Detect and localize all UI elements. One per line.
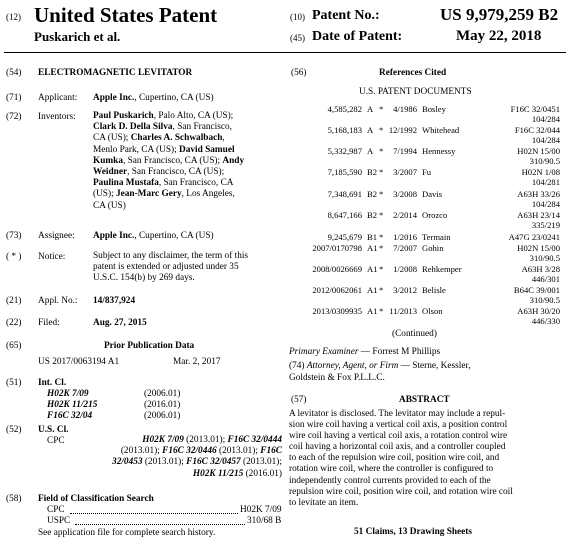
search-cpc-label: CPC bbox=[47, 505, 65, 515]
ref-date: 4/1986 bbox=[393, 104, 417, 114]
applicant-label: Applicant: bbox=[38, 93, 78, 103]
ref-class: H02N 1/08 bbox=[521, 167, 560, 177]
inventor-name: Charles A. Schwalbach bbox=[130, 133, 223, 144]
ref-class: F16C 32/044 bbox=[514, 125, 560, 135]
ref-date: 3/2012 bbox=[393, 285, 417, 295]
kind-code: (12) bbox=[6, 12, 21, 22]
ref-kind: A bbox=[367, 104, 374, 114]
search-note: See application file for complete search history. bbox=[38, 528, 216, 538]
inventor-name: Paulina Mustafa bbox=[93, 178, 159, 189]
applicant-location: , Cupertino, CA (US) bbox=[134, 93, 214, 103]
ref-number: 5,332,987 bbox=[327, 146, 362, 156]
ref-inventor: Hennessy bbox=[422, 146, 456, 156]
ref-inventor: Olson bbox=[422, 306, 443, 316]
inventor-location: CA (US) bbox=[93, 200, 126, 211]
inventor-location: (US); bbox=[93, 189, 116, 200]
ref-inventor: Gohin bbox=[422, 243, 444, 253]
cpc-classes bbox=[67, 435, 282, 480]
cpc-code: H02K 11/215 bbox=[192, 468, 244, 479]
abstract-text bbox=[289, 409, 564, 509]
notice-line: Subject to any disclaimer, the term of this bbox=[93, 251, 249, 261]
ref-star: * bbox=[379, 243, 384, 253]
ref-subclass: 310/90.5 bbox=[529, 253, 560, 263]
field-65-code: (65) bbox=[6, 341, 22, 351]
inventor-location: , San Francisco, CA (US); bbox=[122, 155, 223, 166]
abstract-line: to levitate an item. bbox=[289, 497, 359, 508]
field-73-code: (73) bbox=[6, 231, 22, 241]
notice-code: ( * ) bbox=[6, 252, 22, 262]
field-57-code: (57) bbox=[291, 395, 307, 405]
int-cl-code: H02K 7/09 bbox=[47, 389, 89, 399]
inventor-location: , Palo Alto, CA (US); bbox=[153, 111, 234, 121]
ref-subclass: 335/219 bbox=[531, 220, 560, 230]
ref-class: A47G 23/0241 bbox=[508, 232, 560, 242]
search-uspc-value: 310/68 B bbox=[247, 516, 282, 526]
abstract-line: repulsion wire coil, position wire coil, and rotation wire coil bbox=[289, 486, 513, 497]
ref-star: * bbox=[379, 167, 384, 177]
ref-inventor: Orozco bbox=[422, 210, 448, 220]
ref-subclass: 104/284 bbox=[531, 114, 560, 124]
ref-class: A63H 23/14 bbox=[517, 210, 560, 220]
cpc-code: F16C 32/0444 bbox=[227, 435, 282, 445]
cpc-version: (2016.01) bbox=[243, 468, 282, 479]
ref-subclass: 310/90.5 bbox=[529, 295, 560, 305]
invention-title: ELECTROMAGNETIC LEVITATOR bbox=[38, 68, 193, 78]
ref-inventor: Rehkemper bbox=[422, 264, 462, 274]
cpc-version: (2013.01); bbox=[120, 446, 163, 457]
ref-kind: A1 bbox=[367, 264, 378, 274]
ref-date: 12/1992 bbox=[388, 125, 417, 135]
ref-kind: B2 bbox=[367, 189, 378, 199]
ref-inventor: Davis bbox=[422, 189, 443, 199]
attorney-line: Goldstein & Fox P.L.L.C. bbox=[289, 373, 385, 383]
ref-date: 2/2014 bbox=[393, 210, 417, 220]
ref-subclass: 446/301 bbox=[531, 274, 560, 284]
appl-no-label: Appl. No.: bbox=[38, 296, 78, 306]
continued-note: (Continued) bbox=[392, 329, 437, 339]
header-divider bbox=[4, 52, 566, 53]
abstract-title: ABSTRACT bbox=[399, 395, 450, 405]
inventor-name: Weidner bbox=[93, 167, 128, 178]
ref-inventor: Bosley bbox=[422, 104, 446, 114]
abstract-line: sion wire coil having a vertical coil axis, a position control bbox=[289, 420, 508, 431]
field-search-title: Field of Classification Search bbox=[38, 494, 154, 504]
ref-class: H02N 15/00 bbox=[517, 243, 560, 253]
ref-star: * bbox=[379, 146, 384, 156]
notice-text bbox=[93, 251, 283, 285]
ref-date: 3/2008 bbox=[393, 189, 417, 199]
field-21-code: (21) bbox=[6, 296, 22, 306]
search-cpc-value: H02K 7/09 bbox=[240, 505, 282, 515]
ref-subclass: 104/284 bbox=[531, 199, 560, 209]
ref-subclass: 104/281 bbox=[531, 177, 560, 187]
abstract-line: independently control currents provided to each of the bbox=[289, 475, 491, 486]
date-label: Date of Patent: bbox=[312, 29, 403, 44]
examiner-label: Primary Examiner bbox=[289, 347, 359, 357]
ref-class: H02N 15/00 bbox=[517, 146, 560, 156]
ref-class: A63H 30/20 bbox=[517, 306, 560, 316]
inventors-label: Inventors: bbox=[38, 112, 76, 122]
ref-number: 2013/0309935 bbox=[312, 306, 362, 316]
attorney-line: Sterne, Kessler, bbox=[412, 361, 471, 371]
references-subtitle: U.S. PATENT DOCUMENTS bbox=[359, 87, 472, 97]
ref-date: 1/2008 bbox=[393, 264, 417, 274]
ref-star: * bbox=[379, 125, 384, 135]
field-22-code: (22) bbox=[6, 318, 22, 328]
ref-number: 2007/0170798 bbox=[312, 243, 362, 253]
cpc-code: F16C 32/0446 bbox=[162, 446, 217, 457]
ref-number: 2012/0062061 bbox=[312, 285, 362, 295]
ref-number: 2008/0026669 bbox=[312, 264, 362, 274]
inventor-location: Menlo Park, CA (US); bbox=[93, 144, 179, 155]
ref-star: * bbox=[379, 285, 384, 295]
prior-pub-date: Mar. 2, 2017 bbox=[173, 357, 221, 367]
ref-number: 8,647,166 bbox=[327, 210, 362, 220]
ref-star: * bbox=[379, 306, 384, 316]
attorney-code: (74) bbox=[289, 361, 305, 371]
ref-kind: A1 bbox=[367, 243, 378, 253]
int-cl-code: H02K 11/215 bbox=[47, 400, 98, 410]
ref-kind: A1 bbox=[367, 285, 378, 295]
inventor-location: , San Francisco, bbox=[172, 122, 232, 133]
attorney-label: Attorney, Agent, or Firm bbox=[306, 361, 399, 371]
ref-kind: A1 bbox=[367, 306, 378, 316]
field-58-code: (58) bbox=[6, 494, 22, 504]
us-cl-title: U.S. Cl. bbox=[38, 425, 69, 435]
ref-number: 9,245,679 bbox=[327, 232, 362, 242]
ref-date: 3/2007 bbox=[393, 167, 417, 177]
abstract-line: to each of the repulsion wire coil, position wire coil, and bbox=[289, 453, 500, 464]
ref-inventor: Belisle bbox=[422, 285, 446, 295]
inventor-location: , San Francisco, CA bbox=[158, 178, 234, 189]
leader-dots bbox=[75, 524, 245, 525]
int-cl-version: (2006.01) bbox=[144, 411, 181, 421]
inventor-name: Kumka bbox=[93, 155, 123, 166]
int-cl-version: (2006.01) bbox=[144, 389, 181, 399]
cpc-version: (2013.01); bbox=[183, 435, 228, 445]
prior-pub-title: Prior Publication Data bbox=[104, 341, 195, 351]
ref-subclass: 446/330 bbox=[531, 316, 560, 326]
examiner-name: Forrest M Phillips bbox=[372, 347, 441, 357]
references-title: References Cited bbox=[379, 68, 447, 78]
ref-star: * bbox=[379, 189, 384, 199]
assignee-label: Assignee: bbox=[38, 231, 75, 241]
ref-date: 7/2007 bbox=[393, 243, 417, 253]
claims-summary: 51 Claims, 13 Drawing Sheets bbox=[354, 527, 473, 537]
inventor-name: Andy bbox=[222, 155, 245, 166]
ref-star: * bbox=[379, 210, 384, 220]
inventor-name: Clark D. Della Silva bbox=[93, 122, 173, 133]
cpc-code: H02K 7/09 bbox=[142, 435, 184, 445]
notice-label: Notice: bbox=[38, 252, 66, 262]
ref-number: 7,348,691 bbox=[327, 189, 362, 199]
abstract-line: coil having a horizontal coil axis, and a controller coupled bbox=[289, 442, 506, 453]
filed-label: Filed: bbox=[38, 318, 60, 328]
ref-class: A63H 33/26 bbox=[517, 189, 560, 199]
date-code: (45) bbox=[290, 33, 305, 43]
inventor-name: Paul Puskarich bbox=[93, 111, 154, 121]
ref-number: 5,168,183 bbox=[327, 125, 362, 135]
inventor-location: , bbox=[222, 133, 225, 144]
ref-number: 4,585,282 bbox=[327, 104, 362, 114]
assignee-name: Apple Inc. bbox=[93, 231, 135, 241]
ref-class: B64C 39/001 bbox=[513, 285, 560, 295]
ref-date: 1/2016 bbox=[393, 232, 417, 242]
separator: — bbox=[398, 361, 413, 371]
patent-number: US 9,979,259 B2 bbox=[440, 5, 559, 24]
ref-kind: A bbox=[367, 146, 374, 156]
ref-kind: B2 bbox=[367, 167, 378, 177]
document-title: United States Patent bbox=[34, 3, 218, 27]
abstract-line: A levitator is disclosed. The levitator may include a repul- bbox=[289, 409, 506, 419]
inventor-short: Puskarich et al. bbox=[34, 29, 121, 44]
ref-number: 7,185,590 bbox=[327, 167, 362, 177]
appl-no-value: 14/837,924 bbox=[93, 296, 136, 306]
cpc-code: 32/0453 bbox=[112, 457, 143, 468]
field-71-code: (71) bbox=[6, 93, 22, 103]
cpc-code: F16C bbox=[260, 446, 282, 457]
cpc-version: (2013.01); bbox=[142, 457, 187, 468]
inventors-list bbox=[93, 111, 283, 212]
inventor-location: , San Francisco, CA (US); bbox=[127, 167, 225, 178]
ref-star: * bbox=[379, 264, 384, 274]
patent-date: May 22, 2018 bbox=[456, 28, 542, 44]
cpc-code: F16C 32/0457 bbox=[186, 457, 241, 468]
ref-subclass: 310/90.5 bbox=[529, 156, 560, 166]
field-51-code: (51) bbox=[6, 378, 22, 388]
applicant-name: Apple Inc. bbox=[93, 93, 135, 103]
int-cl-code: F16C 32/04 bbox=[47, 411, 93, 421]
field-52-code: (52) bbox=[6, 425, 22, 435]
ref-class: A63H 3/28 bbox=[521, 264, 560, 274]
abstract-line: wire coil having a vertical coil axis, a rotation control wire bbox=[289, 431, 508, 442]
filed-value: Aug. 27, 2015 bbox=[93, 318, 147, 328]
ref-kind: B1 bbox=[367, 232, 378, 242]
patent-no-code: (10) bbox=[290, 12, 305, 22]
inventor-location: CA (US); bbox=[93, 133, 131, 144]
notice-line: U.S.C. 154(b) by 269 days. bbox=[93, 273, 195, 284]
ref-inventor: Whitehead bbox=[422, 125, 460, 135]
field-54-code: (54) bbox=[6, 68, 22, 78]
ref-kind: A bbox=[367, 125, 374, 135]
separator: — bbox=[358, 347, 373, 357]
cpc-version: (2013.01); bbox=[216, 446, 261, 457]
inventor-name: David Samuel bbox=[179, 144, 235, 155]
int-cl-title: Int. Cl. bbox=[38, 378, 67, 388]
prior-pub-number: US 2017/0063194 A1 bbox=[38, 357, 120, 367]
ref-star: * bbox=[379, 104, 384, 114]
ref-date: 7/1994 bbox=[393, 146, 417, 156]
ref-class: F16C 32/0451 bbox=[510, 104, 560, 114]
cpc-version: (2013.01); bbox=[240, 457, 282, 468]
ref-subclass: 104/284 bbox=[531, 135, 560, 145]
ref-kind: B2 bbox=[367, 210, 378, 220]
int-cl-version: (2016.01) bbox=[144, 400, 181, 410]
cpc-label: CPC bbox=[47, 436, 65, 446]
ref-date: 11/2013 bbox=[389, 306, 417, 316]
inventor-location: , Los Angeles, bbox=[181, 189, 235, 200]
abstract-line: rotation wire coil, where the controller is configured to bbox=[289, 464, 494, 475]
ref-inventor: Termain bbox=[422, 232, 451, 242]
ref-star: * bbox=[379, 232, 384, 242]
notice-line: patent is extended or adjusted under 35 bbox=[93, 262, 239, 273]
leader-dots bbox=[70, 513, 238, 514]
patent-no-label: Patent No.: bbox=[312, 8, 380, 23]
assignee-location: , Cupertino, CA (US) bbox=[134, 231, 214, 241]
ref-inventor: Fu bbox=[422, 167, 432, 177]
field-56-code: (56) bbox=[291, 68, 307, 78]
field-72-code: (72) bbox=[6, 112, 22, 122]
search-uspc-label: USPC bbox=[47, 516, 71, 526]
inventor-name: Jean-Marc Gery bbox=[115, 189, 182, 200]
